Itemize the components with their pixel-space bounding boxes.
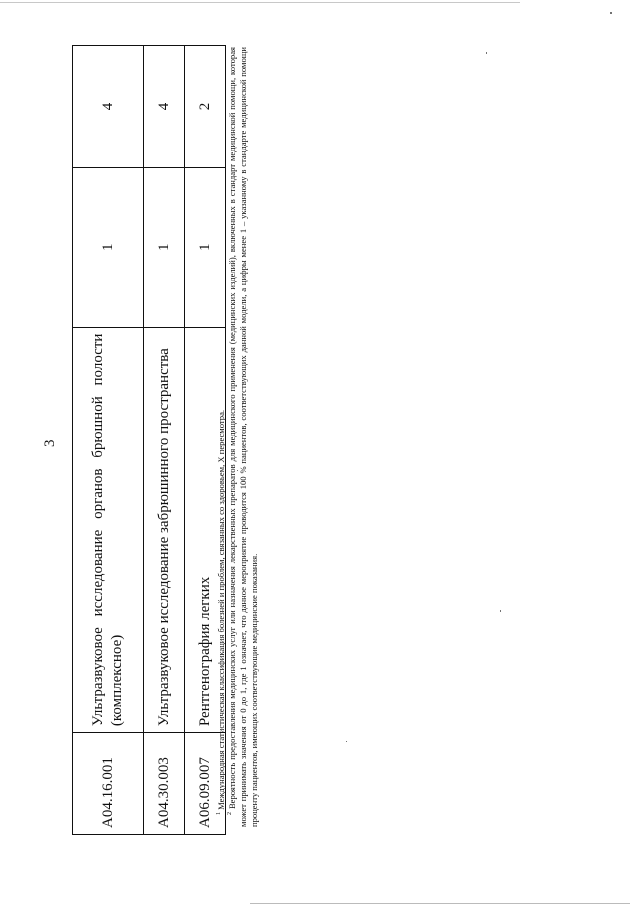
service-frequency: 1 — [144, 167, 185, 327]
service-frequency: 1 — [185, 167, 226, 327]
footnote-1-mark: 1 — [216, 812, 223, 815]
service-frequency: 1 — [73, 167, 144, 327]
table-row — [144, 46, 185, 835]
service-name-text: Ультразвуковое исследование органов брюшной полости (комплексное) — [90, 333, 125, 727]
service-count: 4 — [144, 46, 185, 168]
scan-edge-top — [0, 2, 520, 3]
page-number: 3 — [42, 439, 58, 447]
service-count: 4 — [73, 46, 144, 168]
service-name: Ультразвуковое исследование забрюшинного пространства — [144, 327, 185, 733]
service-code: A04.16.001 — [73, 733, 144, 835]
footnote-2-mark: 2 — [227, 812, 234, 815]
services-table — [72, 45, 226, 835]
footnote-1-text: Международная статистическая классификация болезней и проблем, связанных со здоровьем, X пересмотра. — [216, 409, 226, 810]
service-code: A04.30.003 — [144, 733, 185, 835]
service-name: Рентгенография легких — [185, 327, 226, 733]
footnote-2-text: Вероятность предоставления медицинских услуг или назначения лекарственных препаратов для медицинского применения (медицинских изделий), включенных в стандарт медицинской помощи, которая может принимать значения от 0 до 1, где 1 означает, что данное мероприятие проводится 100 % пациентов, соответствующих данной модели, а цифры менее 1 – указанному в стандарте медицинской помощи проценту пациентов, имеющих соответствующие медицинские показания. — [226, 47, 259, 827]
service-count: 2 — [185, 46, 226, 168]
footnote-2 — [227, 47, 260, 827]
scan-speck — [610, 12, 612, 14]
rotated-page-content — [40, 35, 610, 875]
footnote-1 — [216, 47, 227, 827]
scan-edge-bottom — [250, 903, 630, 904]
service-name — [73, 327, 144, 733]
footnotes — [216, 47, 260, 827]
table-row — [73, 46, 144, 835]
service-code: A06.09.007 — [185, 733, 226, 835]
